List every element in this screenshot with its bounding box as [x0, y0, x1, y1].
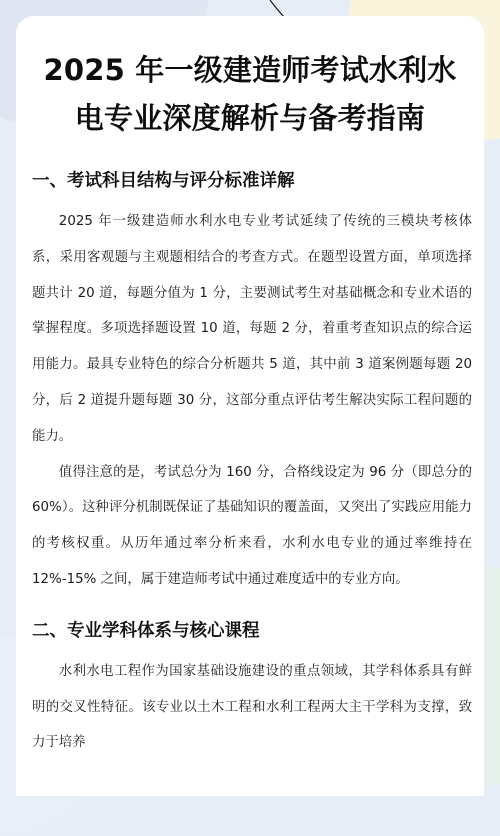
body-paragraph: 值得注意的是，考试总分为 160 分，合格线设定为 96 分（即总分的 60%）。这种评分机制既保证了基础知识的覆盖面，又突出了实践应用能力的考核权重。从历年通过率分析来看，水利水电专业的通过率维持在 12%-15% 之间，属于建造师考试中通过难度适中的专业方向。 — [32, 464, 472, 587]
body-paragraph: 水利水电工程作为国家基础设施建设的重点领域，其学科体系具有鲜明的交叉性特征。该专业以土木工程和水利工程两大主干学科为支撑，致力于培养 — [32, 663, 472, 751]
document-title — [34, 46, 466, 142]
section-heading: 一、考试科目结构与评分标准详解 — [32, 171, 295, 191]
title-line-2: 电专业深度解析与备考指南 — [74, 101, 426, 135]
title-line-1: 2025 年一级建造师考试水利水 — [43, 53, 457, 87]
body-paragraph: 2025 年一级建造师水利水电专业考试延续了传统的三模块考核体系，采用客观题与主观题相结合的考查方式。在题型设置方面，单项选择题共计 20 道，每题分值为 1 分，主要测试考生对基础概念和专业术语的掌握程度。多项选择题设置 10 道，每题 2 分，着重考查知识点的综合运用能力。最具专业特色的综合分析题共 5 道，其中前 3 道案例题每题 20 分，后 2 道提升题每题 30 分，这部分重点评估考生解决实际工程问题的能力。 — [32, 214, 472, 444]
document-card — [16, 16, 484, 796]
section-heading: 二、专业学科体系与核心课程 — [32, 620, 260, 641]
